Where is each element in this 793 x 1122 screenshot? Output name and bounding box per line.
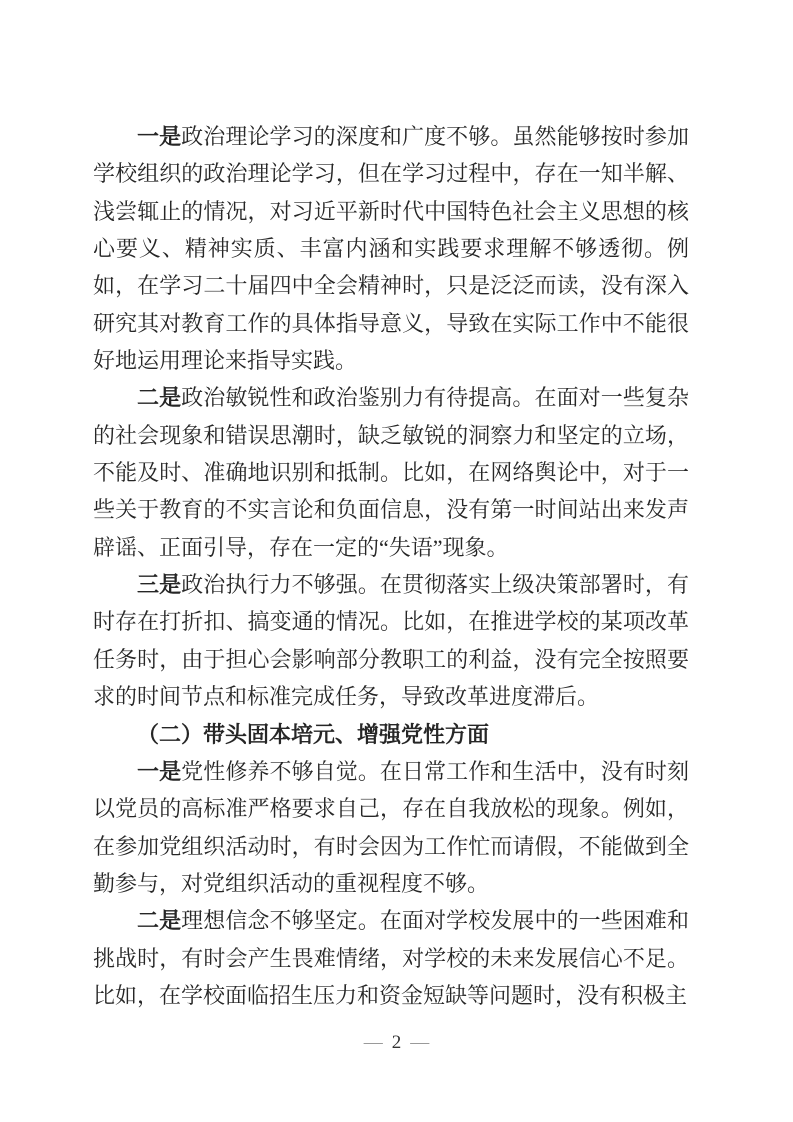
paragraph — [93, 118, 689, 379]
page-number — [0, 1032, 793, 1054]
section-heading-text: （二）带头固本培元、增强党性方面 — [137, 721, 490, 747]
paragraph — [93, 566, 689, 715]
page-number-value: 2 — [391, 1032, 402, 1053]
paragraph-text: 党性修养不够自觉。在日常工作和生活中，没有时刻以党员的高标准严格要求自己，存在自我放松的现象。例如，在参加党组织活动时，有时会因为工作忙而请假，不能做到全勤参与，对党组织活动的重视程度不够。 — [93, 758, 689, 896]
paragraph-lead: 一是 — [137, 124, 182, 149]
document-body — [93, 118, 689, 1014]
paragraph — [93, 379, 689, 566]
paragraph-lead: 二是 — [137, 385, 182, 411]
paragraph-text: 政治敏锐性和政治鉴别力有待提高。在面对一些复杂的社会现象和错误思潮时，缺乏敏锐的洞察力和坚定的立场，不能及时、准确地识别和抵制。比如，在网络舆论中，对于一些关于教育的不实言论和负面信息，没有第一时间站出来发声辟谣、正面引导，存在一定的“失语”现象。 — [93, 385, 689, 560]
section-heading — [93, 716, 689, 753]
paragraph-text: 理想信念不够坚定。在面对学校发展中的一些困难和挑战时，有时会产生畏难情绪，对学校的未来发展信心不足。比如，在学校面临招生压力和资金短缺等问题时，没有积极主 — [93, 908, 689, 1008]
paragraph-lead: 一是 — [137, 758, 182, 784]
page-number-dash-right: — — [410, 1032, 430, 1053]
page-number-dash-left: — — [363, 1032, 383, 1053]
paragraph-lead: 二是 — [137, 908, 182, 934]
paragraph-lead: 三是 — [137, 572, 182, 598]
paragraph-text: 政治理论学习的深度和广度不够。虽然能够按时参加学校组织的政治理论学习，但在学习过程中，存在一知半解、浅尝辄止的情况，对习近平新时代中国特色社会主义思想的核心要义、精神实质、丰富内涵和实践要求理解不够透彻。例如，在学习二十届四中全会精神时，只是泛泛而读，没有深入研究其对教育工作的具体指导意义，导致在实际工作中不能很好地运用理论来指导实践。 — [93, 124, 689, 374]
paragraph — [93, 902, 689, 1014]
paragraph — [93, 753, 689, 902]
paragraph-text: 政治执行力不够强。在贯彻落实上级决策部署时，有时存在打折扣、搞变通的情况。比如，在推进学校的某项改革任务时，由于担心会影响部分教职工的利益，没有完全按照要求的时间节点和标准完成任务，导致改革进度滞后。 — [93, 572, 689, 710]
